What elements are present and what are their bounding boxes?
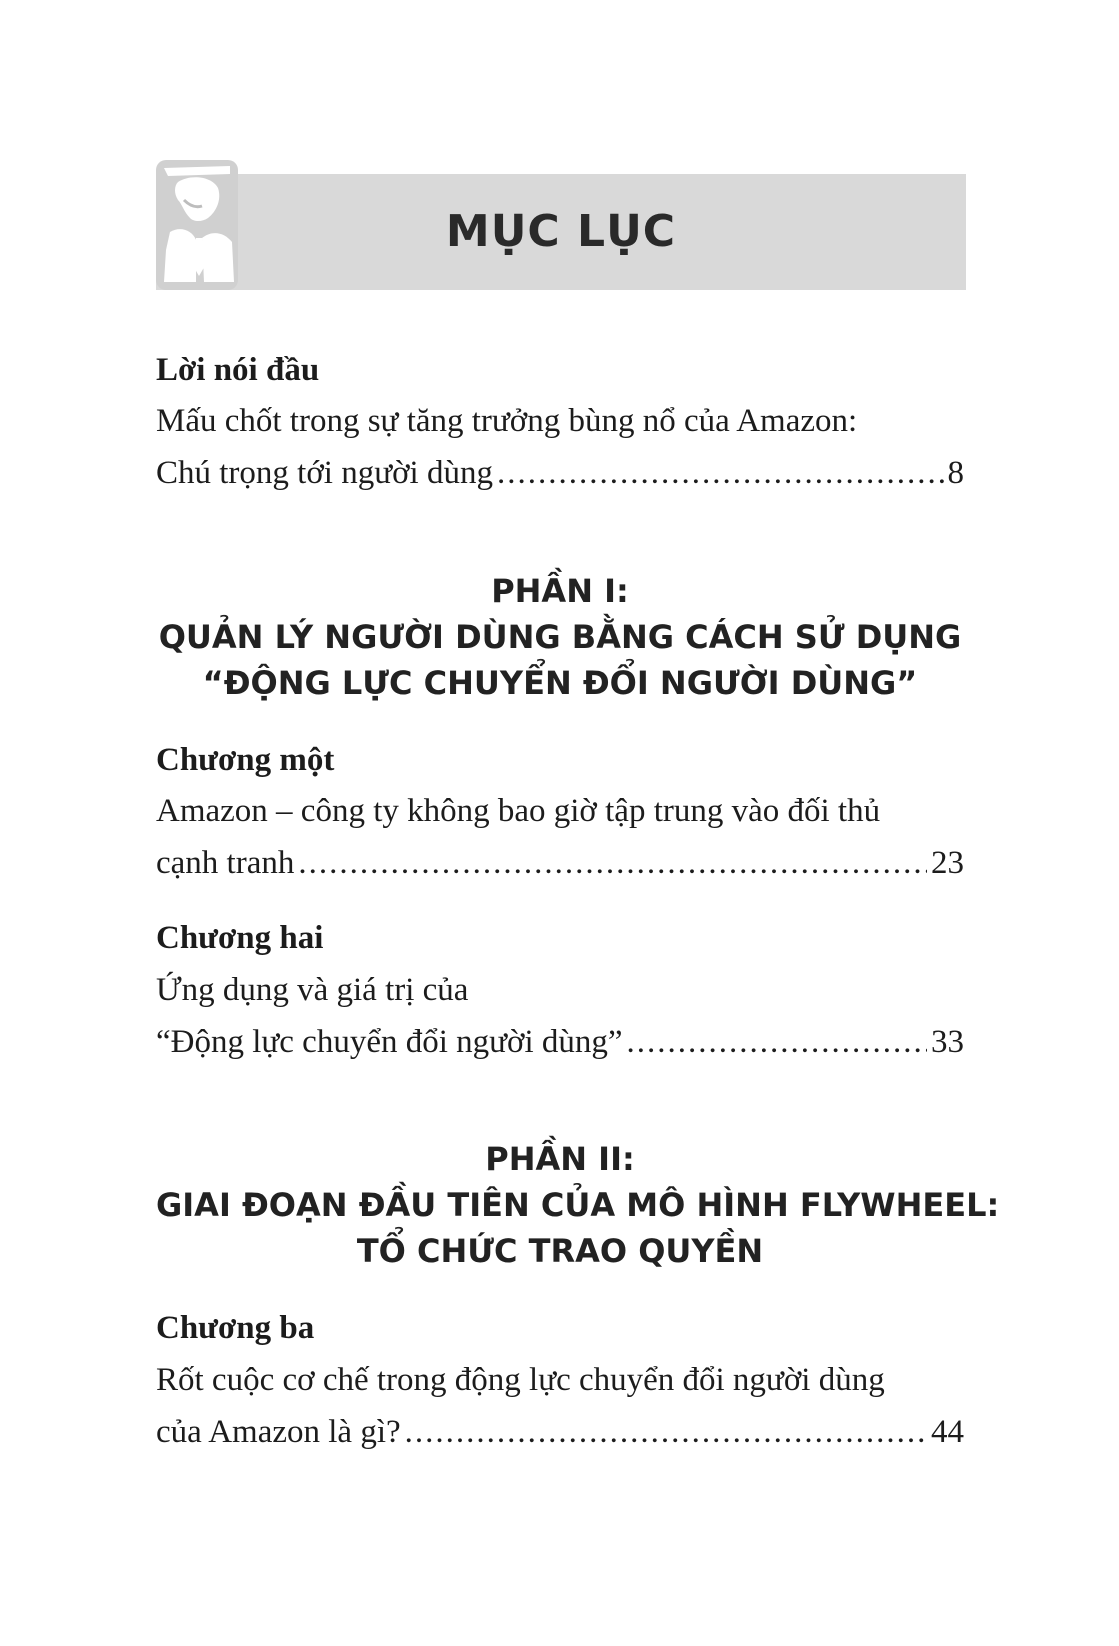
chapter3-line-1: Rốt cuộc cơ chế trong động lực chuyển đổi người dùng [156,1362,885,1398]
preface-line-1: Mấu chốt trong sự tăng trưởng bùng nổ của Amazon: [156,403,858,439]
chapter3-entry[interactable] [156,1414,964,1454]
chapter1-entry[interactable] [156,845,964,885]
page-title: MỤC LỤC [445,206,677,257]
part2-title-line-2: TỔ CHỨC TRAO QUYỀN [356,1232,764,1270]
preface-heading: Lời nói đầu [156,352,320,388]
dot-leader [627,1024,927,1061]
part2-label: PHẦN II: [485,1140,635,1178]
preface-line-2: Chú trọng tới người dùng [156,455,493,491]
dot-leader [405,1414,927,1451]
preface-entry[interactable] [156,455,964,495]
chapter3-heading: Chương ba [156,1310,315,1346]
man-in-hat-icon [156,160,238,290]
chapter2-entry[interactable] [156,1024,964,1064]
chapter1-page: 23 [931,845,964,881]
chapter3-page: 44 [931,1414,964,1450]
chapter3-line-2: của Amazon là gì? [156,1414,401,1450]
chapter1-line-1: Amazon – công ty không bao giờ tập trung vào đối thủ [156,793,881,829]
chapter1-heading: Chương một [156,742,335,778]
dot-leader [298,845,927,882]
chapter1-line-2: cạnh tranh [156,845,295,881]
part1-label: PHẦN I: [491,572,629,610]
part1-title-line-2: “ĐỘNG LỰC CHUYỂN ĐỔI NGƯỜI DÙNG” [202,664,918,702]
chapter2-heading: Chương hai [156,920,324,956]
dot-leader [497,455,944,492]
chapter2-line-1: Ứng dụng và giá trị của [156,972,469,1008]
preface-page: 8 [947,455,964,491]
chapter2-line-2: “Động lực chuyển đổi người dùng” [156,1024,623,1060]
part2-title-line-1: GIAI ĐOẠN ĐẦU TIÊN CỦA MÔ HÌNH FLYWHEEL: [156,1186,1000,1224]
title-banner [156,174,966,290]
chapter2-page: 33 [931,1024,964,1060]
part1-title-line-1: QUẢN LÝ NGƯỜI DÙNG BẰNG CÁCH SỬ DỤNG [158,618,962,656]
